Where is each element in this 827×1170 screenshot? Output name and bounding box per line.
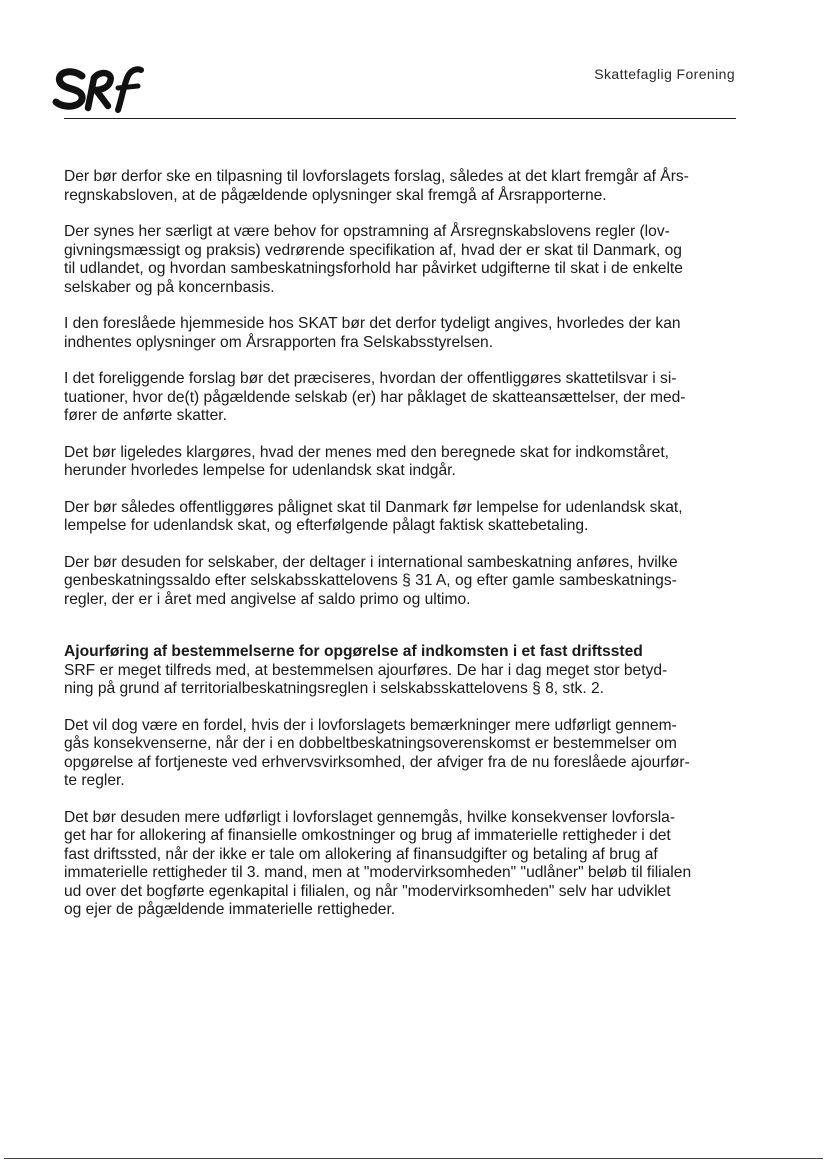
section-spacer [64,627,742,643]
paragraph-line: gås konsekvenserne, når der i en dobbeltbeskatningsoverenskomst er bestemmelser om [64,735,677,752]
paragraph-line: Det vil dog være en fordel, hvis der i lovforslagets bemærkninger mere udførligt gennem- [64,716,677,734]
paragraph-line: immaterielle rettigheder til 3. mand, men at "modervirksomheden" "udlåner" beløb til filialen [64,864,692,881]
paragraph-line: genbeskatningssaldo efter selskabsskattelovens § 31 A, og efter gamle sambeskatnings- [64,572,677,589]
paragraph-line: Der synes her særligt at være behov for opstramning af Årsregnskabslovens regler (lov- [64,223,670,240]
paragraph-line: regler, der er i året med angivelse af saldo primo og ultimo. [64,590,471,608]
paragraph-group-1 [64,168,742,609]
body-paragraph [64,499,742,536]
paragraph-line: I det foreliggende forslag bør det præciseres, hvordan der offentliggøres skattetilsvar i si- [64,370,677,387]
body-paragraph [64,168,742,205]
paragraph-line: get har for allokering af finansielle omkostninger og brug af immaterielle rettigheder i det [64,827,671,844]
body-paragraph [64,554,742,610]
srf-logo [52,64,144,114]
paragraph-line: Det bør ligeledes klargøres, hvad der menes med den beregnede skat for indkomståret, [64,443,669,461]
paragraph-line: og ejer de pågældende immaterielle rettigheder. [64,901,396,918]
paragraph-line: lempelse for udenlandsk skat, og efterfølgende pålagt faktisk skattebetaling. [64,517,589,534]
paragraph-line: til udlandet, og hvordan sambeskatningsforhold har påvirket udgifterne til skat i de enkelte [64,260,683,277]
document-body [64,168,742,938]
body-paragraph [64,444,742,481]
body-paragraph [64,370,742,426]
paragraph-line: SRF er meget tilfreds med, at bestemmelsen ajourføres. De har i dag meget stor betyd- [64,661,668,679]
section-heading: Ajourføring af bestemmelserne for opgørelse af indkomsten i et fast driftssted [64,643,643,660]
paragraph-line: Der bør derfor ske en tilpasning til lovforslagets forslag, således at det klart fremgår af Års- [64,168,689,185]
paragraph-line: regnskabsloven, at de pågældende oplysninger skal fremgå af Årsrapporterne. [64,186,607,204]
paragraph-line: tuationer, hvor de(t) pågældende selskab (er) har påklaget de skatteansættelser, der med- [64,388,686,406]
paragraph-line: opgørelse af fortjeneste ved erhvervsvirksomhed, der afviger fra de nu foreslåede ajourfør- [64,753,690,771]
body-paragraph [64,717,742,791]
body-paragraph [64,662,742,699]
paragraph-line: selskaber og på koncernbasis. [64,278,275,296]
organization-name: Skattefaglig Forening [594,66,735,82]
paragraph-line: ud over det bogførte egenkapital i filialen, og når "modervirksomheden" selv har udviklet [64,882,671,900]
paragraph-line: Det bør desuden mere udførligt i lovforslaget gennemgås, hvilke konsekvenser lovforsla- [64,808,676,826]
paragraph-group-2 [64,662,742,920]
header-divider [64,118,736,119]
paragraph-line: indhentes oplysninger om Årsrapporten fra Selskabsstyrelsen. [64,333,494,351]
paragraph-line: givningsmæssigt og praksis) vedrørende specifikation af, hvad der er skat til Danmark, og [64,241,682,259]
paragraph-line: I den foreslåede hjemmeside hos SKAT bør det derfor tydeligt angives, hvorledes der kan [64,315,681,332]
paragraph-line: herunder hvorledes lempelse for udenlandsk skat indgår. [64,462,456,479]
paragraph-line: te regler. [64,772,125,789]
body-paragraph [64,223,742,297]
footer-divider [4,1158,823,1159]
body-paragraph [64,315,742,352]
paragraph-line: Der bør således offentliggøres pålignet skat til Danmark før lempelse for udenlandsk skat, [64,498,683,516]
paragraph-line: Der bør desuden for selskaber, der deltager i international sambeskatning anføres, hvilke [64,553,678,571]
paragraph-line: fører de anførte skatter. [64,407,227,424]
body-paragraph [64,809,742,920]
paragraph-line: ning på grund af territorialbeskatningsreglen i selskabsskattelovens § 8, stk. 2. [64,680,605,697]
paragraph-line: fast driftssted, når der ikke er tale om allokering af finansudgifter og betaling af brug af [64,845,658,863]
